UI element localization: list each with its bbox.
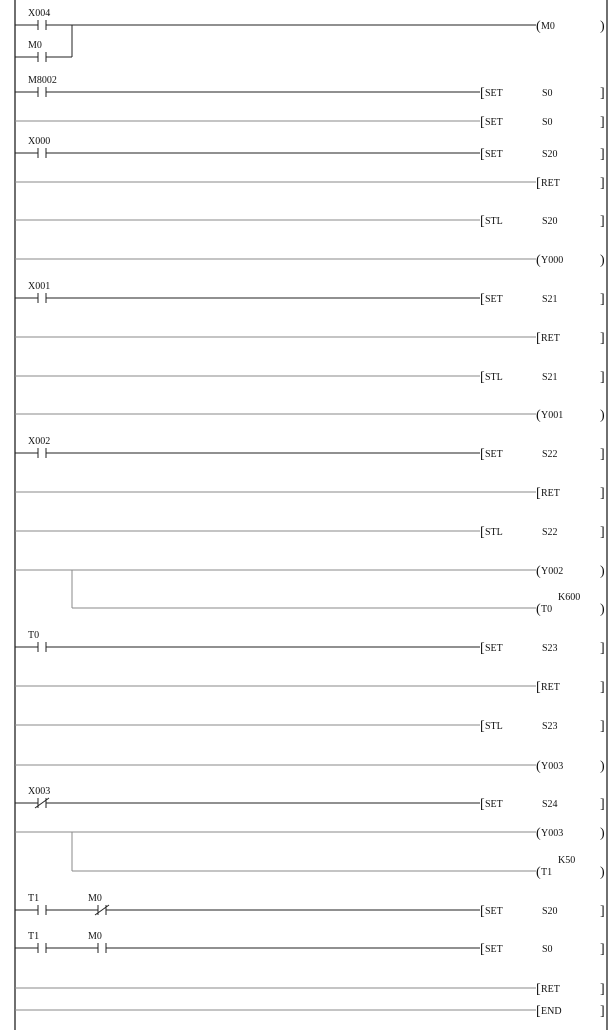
coil-right-paren: ) xyxy=(600,564,605,579)
coil-t1[interactable] xyxy=(536,855,605,880)
instruction-stl[interactable] xyxy=(480,214,605,229)
no-contact-x004[interactable] xyxy=(28,8,50,30)
coil-operand: T1 xyxy=(541,867,553,878)
rung-18 xyxy=(15,719,605,734)
instr-op: RET xyxy=(541,984,560,995)
instr-left-bracket: [ xyxy=(480,370,485,385)
coil-left-paren: ( xyxy=(536,19,541,34)
instr-op: SET xyxy=(485,449,503,460)
instr-right-bracket: ] xyxy=(600,370,605,385)
instr-operand: S23 xyxy=(542,643,558,654)
instr-op: SET xyxy=(485,906,503,917)
instr-left-bracket: [ xyxy=(480,797,485,812)
contact-label: M8002 xyxy=(28,75,57,86)
instr-right-bracket: ] xyxy=(600,719,605,734)
instr-op: RET xyxy=(541,682,560,693)
instruction-stl[interactable] xyxy=(480,719,605,734)
rung-11 xyxy=(15,408,605,423)
instr-right-bracket: ] xyxy=(600,797,605,812)
instr-op: RET xyxy=(541,178,560,189)
no-contact-t0[interactable] xyxy=(28,630,46,652)
coil-y000[interactable] xyxy=(536,253,605,268)
contact-label: M0 xyxy=(88,931,102,942)
no-contact-t1[interactable] xyxy=(28,931,46,953)
instr-operand: S0 xyxy=(542,117,553,128)
coil-right-paren: ) xyxy=(600,253,605,268)
coil-left-paren: ( xyxy=(536,253,541,268)
rung-19 xyxy=(15,759,605,774)
instr-left-bracket: [ xyxy=(536,176,541,191)
instr-op: END xyxy=(541,1006,562,1017)
nc-contact-x003[interactable] xyxy=(28,786,50,808)
instr-operand: S21 xyxy=(542,372,558,383)
rung-17 xyxy=(15,680,605,695)
instr-operand: S20 xyxy=(542,149,558,160)
rung-14 xyxy=(15,525,605,540)
instr-left-bracket: [ xyxy=(480,447,485,462)
coil-y002[interactable] xyxy=(536,564,605,579)
instruction-set[interactable] xyxy=(480,797,605,812)
instr-left-bracket: [ xyxy=(480,641,485,656)
instr-right-bracket: ] xyxy=(600,942,605,957)
coil-right-paren: ) xyxy=(600,759,605,774)
timer-preset: K600 xyxy=(558,592,581,603)
instr-right-bracket: ] xyxy=(600,115,605,130)
coil-y001[interactable] xyxy=(536,408,605,423)
instruction-set[interactable] xyxy=(480,942,605,957)
instr-right-bracket: ] xyxy=(600,486,605,501)
instr-op: RET xyxy=(541,488,560,499)
rung-24 xyxy=(15,982,605,997)
instruction-set[interactable] xyxy=(480,904,605,919)
rung-2 xyxy=(15,75,605,101)
coil-right-paren: ) xyxy=(600,408,605,423)
coil-y003[interactable] xyxy=(536,759,605,774)
no-contact-t1[interactable] xyxy=(28,893,46,915)
instr-op: SET xyxy=(485,944,503,955)
instr-right-bracket: ] xyxy=(600,147,605,162)
coil-operand: Y000 xyxy=(541,255,564,266)
instr-op: STL xyxy=(485,527,503,538)
rung-25 xyxy=(15,1004,605,1019)
instr-operand: S21 xyxy=(542,294,558,305)
rung-5 xyxy=(15,176,605,191)
coil-operand: Y003 xyxy=(541,828,564,839)
instr-left-bracket: [ xyxy=(480,719,485,734)
rung-22 xyxy=(15,893,605,919)
contact-label: X000 xyxy=(28,136,51,147)
no-contact-m0[interactable] xyxy=(88,931,106,953)
instr-left-bracket: [ xyxy=(480,525,485,540)
rung-20 xyxy=(15,786,605,812)
instr-right-bracket: ] xyxy=(600,680,605,695)
instr-left-bracket: [ xyxy=(480,214,485,229)
rung-10 xyxy=(15,370,605,385)
instr-left-bracket: [ xyxy=(536,486,541,501)
instr-operand: S24 xyxy=(542,799,558,810)
no-contact-x002[interactable] xyxy=(28,436,50,458)
instr-right-bracket: ] xyxy=(600,86,605,101)
instr-left-bracket: [ xyxy=(480,115,485,130)
contact-label: T1 xyxy=(28,931,40,942)
instr-left-bracket: [ xyxy=(480,292,485,307)
instruction-stl[interactable] xyxy=(480,525,605,540)
rung-12 xyxy=(15,436,605,462)
instr-operand: S20 xyxy=(542,906,558,917)
coil-right-paren: ) xyxy=(600,826,605,841)
coil-operand: Y001 xyxy=(541,410,564,421)
coil-left-paren: ( xyxy=(536,564,541,579)
instruction-set[interactable] xyxy=(480,641,605,656)
contact-label: M0 xyxy=(28,40,42,51)
coil-operand: Y003 xyxy=(541,761,564,772)
instr-right-bracket: ] xyxy=(600,214,605,229)
coil-y003[interactable] xyxy=(536,826,605,841)
coil-left-paren: ( xyxy=(536,865,541,880)
rung-7 xyxy=(15,253,605,268)
coil-operand: Y002 xyxy=(541,566,564,577)
instr-right-bracket: ] xyxy=(600,331,605,346)
contact-label: X004 xyxy=(28,8,51,19)
instr-op: SET xyxy=(485,117,503,128)
instruction-set[interactable] xyxy=(480,86,605,101)
instruction-ret[interactable] xyxy=(536,680,605,695)
instruction-set[interactable] xyxy=(480,292,605,307)
coil-right-paren: ) xyxy=(600,602,605,617)
instr-left-bracket: [ xyxy=(536,680,541,695)
coil-m0[interactable] xyxy=(536,19,605,34)
instr-right-bracket: ] xyxy=(600,525,605,540)
rung-16 xyxy=(15,630,605,656)
coil-left-paren: ( xyxy=(536,826,541,841)
rung-23 xyxy=(15,931,605,957)
instr-op: SET xyxy=(485,799,503,810)
instr-operand: S22 xyxy=(542,527,558,538)
contact-label: X003 xyxy=(28,786,51,797)
instr-op: SET xyxy=(485,88,503,99)
instruction-ret[interactable] xyxy=(536,486,605,501)
instruction-set[interactable] xyxy=(480,115,605,130)
instruction-ret[interactable] xyxy=(536,331,605,346)
instr-op: STL xyxy=(485,721,503,732)
coil-right-paren: ) xyxy=(600,865,605,880)
instr-right-bracket: ] xyxy=(600,904,605,919)
rung-1 xyxy=(15,8,605,62)
rungs-group xyxy=(15,8,605,1019)
instruction-ret[interactable] xyxy=(536,982,605,997)
instr-op: STL xyxy=(485,216,503,227)
instr-left-bracket: [ xyxy=(480,86,485,101)
instruction-set[interactable] xyxy=(480,147,605,162)
instr-op: SET xyxy=(485,643,503,654)
instr-right-bracket: ] xyxy=(600,292,605,307)
coil-left-paren: ( xyxy=(536,408,541,423)
instr-operand: S20 xyxy=(542,216,558,227)
nc-contact-m0[interactable] xyxy=(88,893,109,915)
instruction-ret[interactable] xyxy=(536,176,605,191)
instr-left-bracket: [ xyxy=(480,147,485,162)
timer-preset: K50 xyxy=(558,855,576,866)
no-contact-x000[interactable] xyxy=(28,136,50,158)
contact-label: M0 xyxy=(88,893,102,904)
contact-label: T1 xyxy=(28,893,40,904)
instruction-end[interactable] xyxy=(536,1004,605,1019)
no-contact-m8002[interactable] xyxy=(28,75,57,97)
rung-13 xyxy=(15,486,605,501)
instr-right-bracket: ] xyxy=(600,447,605,462)
instr-op: SET xyxy=(485,149,503,160)
instr-operand: S0 xyxy=(542,944,553,955)
instr-left-bracket: [ xyxy=(480,942,485,957)
contact-label: T0 xyxy=(28,630,40,641)
no-contact-x001[interactable] xyxy=(28,281,50,303)
instruction-set[interactable] xyxy=(480,447,605,462)
coil-left-paren: ( xyxy=(536,602,541,617)
coil-t0[interactable] xyxy=(536,592,605,617)
rung-15 xyxy=(15,564,605,617)
instr-operand: S0 xyxy=(542,88,553,99)
coil-operand: M0 xyxy=(541,21,555,32)
instr-op: RET xyxy=(541,333,560,344)
instr-op: STL xyxy=(485,372,503,383)
no-contact-m0[interactable] xyxy=(28,40,46,62)
instr-left-bracket: [ xyxy=(536,1004,541,1019)
instr-left-bracket: [ xyxy=(536,982,541,997)
rung-4 xyxy=(15,136,605,162)
instruction-stl[interactable] xyxy=(480,370,605,385)
instr-right-bracket: ] xyxy=(600,176,605,191)
instr-right-bracket: ] xyxy=(600,982,605,997)
instr-left-bracket: [ xyxy=(536,331,541,346)
rung-9 xyxy=(15,331,605,346)
instr-right-bracket: ] xyxy=(600,1004,605,1019)
instr-operand: S23 xyxy=(542,721,558,732)
instr-op: SET xyxy=(485,294,503,305)
contact-label: X002 xyxy=(28,436,51,447)
rung-21 xyxy=(15,826,605,880)
coil-left-paren: ( xyxy=(536,759,541,774)
instr-right-bracket: ] xyxy=(600,641,605,656)
coil-right-paren: ) xyxy=(600,19,605,34)
contact-label: X001 xyxy=(28,281,51,292)
instr-operand: S22 xyxy=(542,449,558,460)
rung-8 xyxy=(15,281,605,307)
instr-left-bracket: [ xyxy=(480,904,485,919)
rung-3 xyxy=(15,115,605,130)
coil-operand: T0 xyxy=(541,604,553,615)
rung-6 xyxy=(15,214,605,229)
